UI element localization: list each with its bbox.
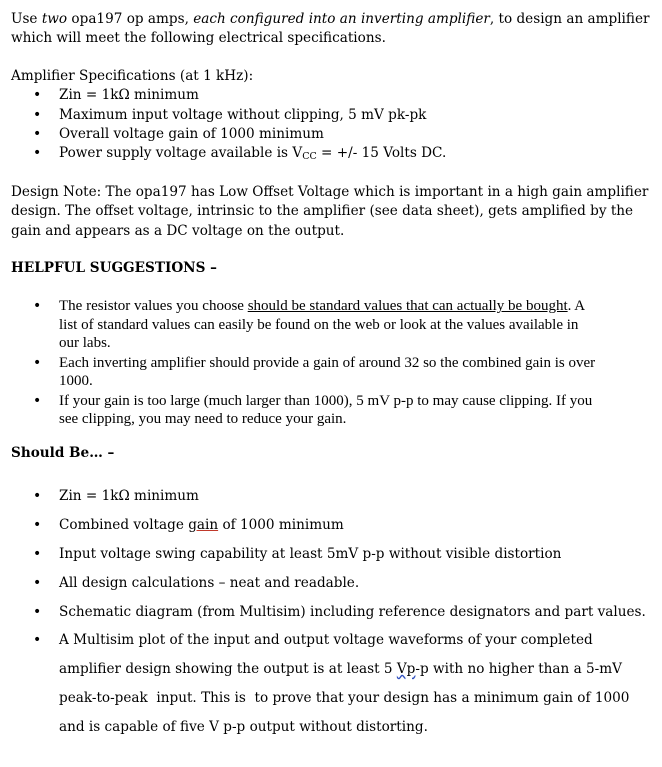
helpful-suggestions-list — [11, 297, 651, 429]
should-item-calcs: • All design calculations – neat and readable. — [11, 569, 651, 598]
should-be-list — [11, 482, 651, 741]
should-item-gain: • Combined voltage gain of 1000 minimum — [11, 511, 651, 540]
suggestion-gain-32: • Each inverting amplifier should provide a gain of around 32 so the combined gain is over 1000. — [11, 354, 651, 391]
spec-item-zin: • Zin = 1kΩ minimum — [11, 86, 651, 105]
suggestion-standard-values: • The resistor values you choose should be standard values that can actually be bought. A list of standard values can easily be found on the web or look at the values available in our labs. — [11, 297, 651, 353]
specs-title: Amplifier Specifications (at 1 kHz): — [11, 67, 254, 84]
should-item-zin: • Zin = 1kΩ minimum — [11, 482, 651, 511]
should-item-schematic: • Schematic diagram (from Multisim) including reference designators and part values. — [11, 598, 651, 627]
should-be-title: Should Be… – — [11, 444, 115, 461]
document-body — [11, 10, 651, 742]
specs-list — [11, 86, 651, 165]
helpful-suggestions-title: HELPFUL SUGGESTIONS – — [11, 260, 217, 277]
design-note: Design Note: The opa197 has Low Offset Voltage which is important in a high gain amplifier design. The offset voltage, intrinsic to the amplifier (see data sheet), gets amplified by the gain and appears as a DC voltage on the output. — [11, 183, 649, 239]
spec-item-gain: • Overall voltage gain of 1000 minimum — [11, 125, 651, 144]
intro-paragraph — [11, 10, 651, 49]
should-item-plot: • A Multisim plot of the input and output voltage waveforms of your completed amplifier design showing the output is at least 5 Vp-p with no higher than a 5-mV peak-to-peak input. This is to prove that your design has a minimum gain of 1000 and is capable of five V p-p output without distorting. — [11, 626, 651, 741]
intro-emphasis-inverting: each configured into an inverting amplifier — [193, 11, 490, 27]
spec-item-max-input: • Maximum input voltage without clipping, 5 mV pk-pk — [11, 106, 651, 125]
suggestion-clipping: • If your gain is too large (much larger than 1000), 5 mV p-p to may cause clipping. If you see clipping, you may need to reduce your gain. — [11, 392, 651, 429]
intro-emphasis-two: two — [41, 11, 68, 27]
intro-line-2: which will meet the following electrical specifications. — [11, 30, 386, 47]
spec-item-power: • Power supply voltage available is $V_{CC}$ = +/- 15 Volts DC. — [11, 144, 651, 164]
should-item-swing: • Input voltage swing capability at least 5mV p-p without visible distortion — [11, 540, 651, 569]
intro-line-1: Use two opa197 op amps, each configured into an inverting amplifier, to design an amplifier — [11, 11, 650, 27]
